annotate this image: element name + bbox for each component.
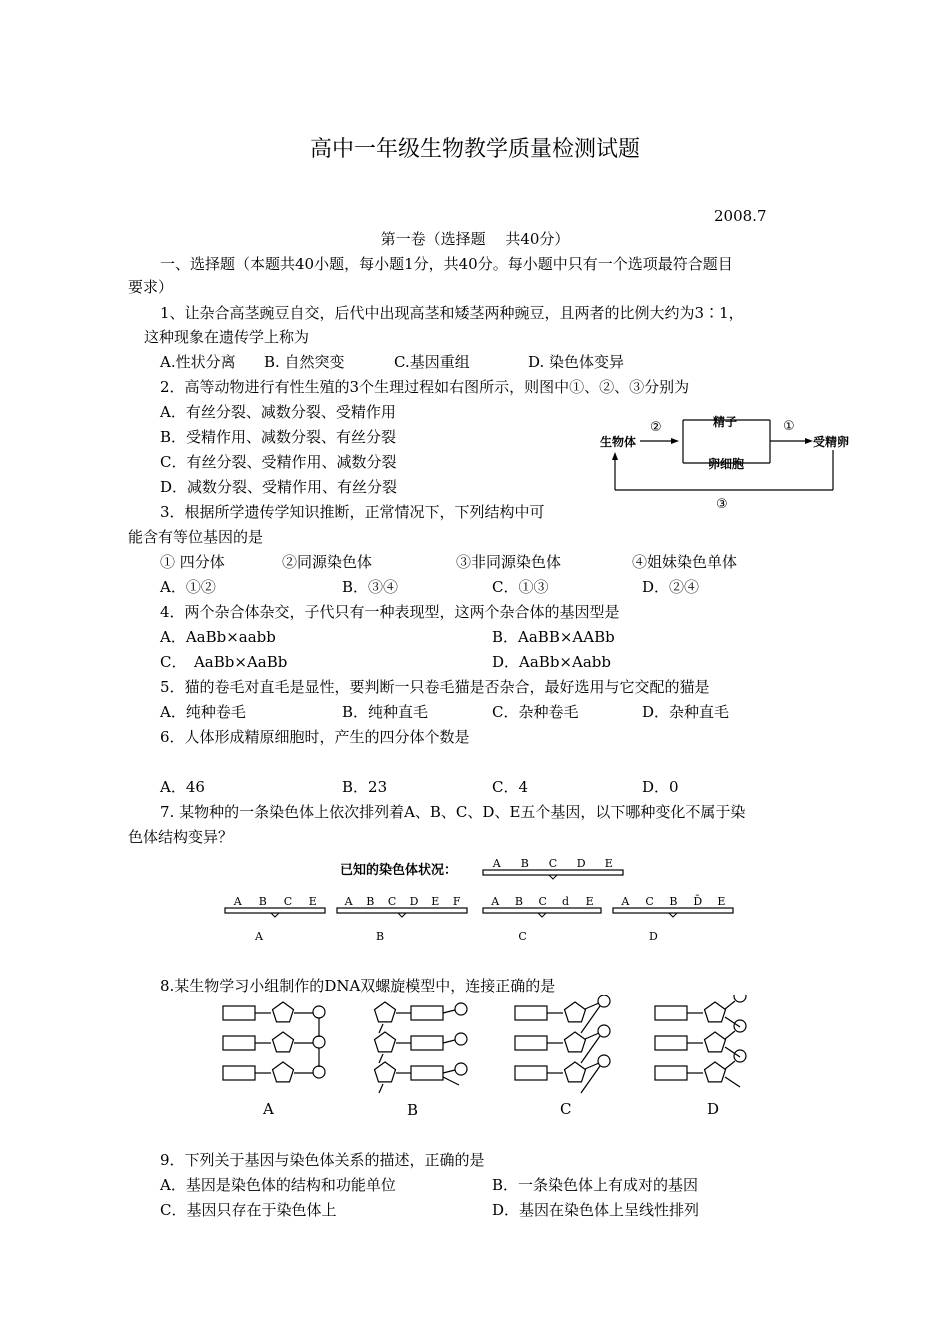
q4-option-a: A．AaBb×aabb	[160, 628, 276, 646]
q1-option-c: C.基因重组	[394, 353, 470, 371]
dna-model-d-row-0-sugar	[705, 1002, 726, 1022]
known-chromosome-gene-3: D	[576, 857, 586, 870]
dna-model-c-row-0-base	[515, 1006, 547, 1020]
dna-model-d-row-2-backbone	[725, 1077, 740, 1087]
q3-stem-line-1: 3．根据所学遗传学知识推断，正常情况下，下列结构中可	[160, 503, 545, 521]
diagram-sperm-label: 精子	[713, 415, 738, 429]
q6-stem: 6．人体形成精原细胞时，产生的四分体个数是	[160, 728, 470, 746]
section-heading: 第一卷（选择题 共40分）	[380, 230, 570, 248]
q1-option-a: A.性状分离	[160, 353, 236, 371]
dna-model-d-row-2-base	[655, 1066, 687, 1080]
dna-model-a-row-0-sugar	[273, 1002, 294, 1022]
dna-model-c-row-2-phosphate	[598, 1055, 610, 1067]
variant-3-chromosome-gene-4: E	[717, 895, 726, 908]
q5-option-b: B．纯种直毛	[342, 703, 429, 721]
dna-model-d-row-1-backbone	[725, 1047, 740, 1057]
q2-option-a: A．有丝分裂、减数分裂、受精作用	[160, 403, 396, 421]
dna-model-d-row-1-sugar	[705, 1032, 726, 1052]
known-chromosome-label: 已知的染色体状况：	[340, 863, 458, 878]
dna-model-c-row-0-backbone	[581, 1006, 600, 1033]
q4-option-d: D．AaBb×Aabb	[492, 653, 611, 671]
arrow-head-gametes	[671, 438, 679, 444]
dna-model-c-row-1-base	[515, 1036, 547, 1050]
dna-model-a-row-1-sugar	[273, 1032, 294, 1052]
known-chromosome	[483, 857, 623, 879]
variant-1-chromosome-gene-0: A	[344, 895, 353, 908]
variant-chromosomes	[225, 895, 733, 943]
dna-model-c-row-2-link	[585, 1063, 599, 1069]
dna-model-a-row-1-phosphate	[313, 1036, 325, 1048]
variant-3-chromosome-gene-2: B	[669, 895, 678, 908]
dna-model-c-row-1-phosphate	[598, 1025, 610, 1037]
variant-1-chromosome-gene-4: E	[431, 895, 440, 908]
variant-0-chromosome-gene-0: A	[233, 895, 242, 908]
dna-model-b-row-2-tail	[443, 1077, 459, 1085]
dna-model-a-row-2-sugar	[273, 1062, 294, 1082]
dna-model-c-row-1-sugar	[565, 1032, 586, 1052]
dna-model-c	[515, 995, 610, 1093]
dna-model-b-row-1-phosphate	[455, 1033, 467, 1045]
variant-3-chromosome-gene-3: D̄	[693, 895, 703, 908]
q1-stem-line-2: 这种现象在遗传学上称为	[144, 328, 310, 346]
dna-model-d-row-2-link	[725, 1061, 735, 1069]
q3-option-c: C．①③	[492, 578, 549, 596]
page-title: 高中一年级生物教学质量检测试题	[309, 137, 640, 162]
variant-3-chromosome-gene-0: A	[621, 895, 630, 908]
dna-model-b-row-0-phosphate	[455, 1003, 467, 1015]
dna-model-b-row-2-sugar	[375, 1062, 396, 1082]
dna-model-b-row-1-sugar	[375, 1032, 396, 1052]
arrow-head-organism	[612, 452, 618, 460]
dna-model-c-row-2-backbone	[581, 1066, 600, 1093]
exam-date: 2008.7	[714, 207, 767, 225]
q6-option-d: D．0	[642, 778, 679, 796]
q7-stem-line-2: 色体结构变异？	[128, 828, 234, 846]
variant-2-chromosome-gene-3: d	[562, 895, 570, 908]
variant-2-chromosome-body	[483, 908, 601, 913]
variant-1-chromosome-gene-2: C	[387, 895, 397, 908]
variant-0-chromosome-gene-2: C	[283, 895, 293, 908]
dna-label-d: D	[707, 1100, 720, 1118]
q1-option-d: D. 染色体变异	[528, 353, 625, 371]
q8-stem: 8.某生物学习小组制作的DNA双螺旋模型中，连接正确的是	[160, 977, 556, 995]
variant-3-chromosome-gene-1: C	[645, 895, 654, 908]
instructions-line-2: 要求）	[128, 278, 174, 296]
dna-model-b-row-2-backbone	[379, 1084, 383, 1093]
variant-1-label: B	[376, 930, 385, 943]
dna-model-b-row-0-backbone	[379, 1024, 383, 1033]
known-chromosome-gene-4: E	[604, 857, 613, 870]
diagram-organism-label: 生物体	[600, 435, 637, 449]
dna-model-d-row-2-phosphate	[734, 1050, 746, 1062]
q2-stem: 2．高等动物进行有性生殖的3个生理过程如右图所示，则图中①、②、③分别为	[160, 378, 690, 396]
dna-model-c-row-0-link	[585, 1003, 599, 1009]
q9-option-c: C．基因只存在于染色体上	[160, 1201, 337, 1219]
dna-model-b-row-1-backbone	[379, 1054, 383, 1063]
q3-option-b: B．③④	[342, 578, 399, 596]
q3-item-4: ④姐妹染色单体	[632, 553, 738, 571]
q6-option-b: B．23	[342, 778, 388, 796]
dna-model-b-row-0-sugar	[375, 1002, 396, 1022]
diagram-number-3: ③	[716, 497, 728, 512]
q2-option-b: B．受精作用、减数分裂、有丝分裂	[160, 428, 397, 446]
q3-item-2: ②同源染色体	[282, 553, 373, 571]
diagram-number-2: ②	[650, 420, 662, 435]
q3-option-a: A．①②	[160, 578, 216, 596]
q5-option-d: D．杂种直毛	[642, 703, 730, 721]
dna-model-d-row-1-base	[655, 1036, 687, 1050]
q3-option-d: D．②④	[642, 578, 700, 596]
dna-label-a: A	[263, 1100, 274, 1118]
arrow-head-zygote	[805, 438, 813, 444]
diagram-number-1: ①	[783, 419, 795, 434]
dna-model-a-row-0-base	[223, 1006, 255, 1020]
variant-3-chromosome-body	[613, 908, 733, 913]
dna-model-b	[375, 1002, 468, 1093]
variant-2-chromosome-gene-4: E	[585, 895, 594, 908]
dna-label-c: C	[560, 1100, 572, 1118]
dna-model-d-row-0-base	[655, 1006, 687, 1020]
variant-0-chromosome-body	[225, 908, 325, 913]
dna-model-d-row-1-link	[725, 1031, 735, 1039]
q5-option-a: A．纯种卷毛	[160, 703, 246, 721]
dna-model-a-row-2-base	[223, 1066, 255, 1080]
variant-1-chromosome-gene-5: F	[452, 895, 461, 908]
variant-0-chromosome-gene-1: B	[258, 895, 267, 908]
known-chromosome-gene-0: A	[492, 857, 501, 870]
dna-model-d-row-2-sugar	[705, 1062, 726, 1082]
q4-option-b: B．AaBB×AABb	[492, 628, 615, 646]
known-chromosome-body	[483, 870, 623, 875]
variant-2-label: C	[518, 930, 527, 943]
q6-option-a: A．46	[160, 778, 205, 796]
known-chromosome-gene-1: B	[520, 857, 529, 870]
variant-0-chromosome-gene-3: E	[308, 895, 317, 908]
q5-stem: 5．猫的卷毛对直毛是显性，要判断一只卷毛猫是否杂合，最好选用与它交配的猫是	[160, 678, 710, 696]
variant-3-label: D	[649, 930, 658, 943]
diagram-zygote-label: 受精卵	[813, 435, 850, 449]
dna-model-d-row-1-phosphate	[734, 1020, 746, 1032]
dna-model-b-row-2-phosphate	[455, 1063, 467, 1075]
variant-2-chromosome-gene-0: A	[491, 895, 500, 908]
dna-model-diagram	[215, 995, 770, 1125]
variant-1-chromosome-gene-1: B	[366, 895, 375, 908]
dna-model-c-row-1-backbone	[581, 1036, 600, 1063]
q4-option-c: C． AaBb×AaBb	[160, 653, 288, 671]
dna-model-d-row-0-phosphate	[734, 995, 746, 1002]
dna-model-d-row-0-link	[725, 1001, 735, 1009]
q1-stem-line-1: 1、让杂合高茎豌豆自交，后代中出现高茎和矮茎两种豌豆，且两者的比例大约为3∶1，	[160, 304, 744, 322]
dna-model-d-row-0-backbone	[725, 1017, 740, 1027]
dna-model-c-row-2-base	[515, 1066, 547, 1080]
dna-model-c-row-0-phosphate	[598, 995, 610, 1007]
q6-option-c: C．4	[492, 778, 529, 796]
q9-option-a: A．基因是染色体的结构和功能单位	[160, 1176, 396, 1194]
q9-option-d: D．基因在染色体上呈线性排列	[492, 1201, 700, 1219]
q4-stem: 4．两个杂合体杂交，子代只有一种表现型，这两个杂合体的基因型是	[160, 603, 620, 621]
dna-model-a-row-0-phosphate	[313, 1006, 325, 1018]
dna-model-b-row-1-link	[443, 1040, 455, 1043]
variant-2-chromosome-gene-1: B	[514, 895, 523, 908]
q3-stem-line-2: 能含有等位基因的是	[128, 528, 264, 546]
dna-model-b-row-0-link	[443, 1010, 455, 1013]
dna-label-b: B	[407, 1101, 419, 1119]
q5-option-c: C．杂种卷毛	[492, 703, 579, 721]
variant-1-chromosome-gene-3: D	[409, 895, 419, 908]
q9-stem: 9．下列关于基因与染色体关系的描述，正确的是	[160, 1151, 485, 1169]
diagram-egg-label: 卵细胞	[708, 457, 745, 471]
dna-model-b-row-2-base	[411, 1066, 443, 1080]
variant-2-chromosome-gene-2: C	[538, 895, 547, 908]
variant-0-label: A	[255, 930, 263, 943]
dna-model-c-row-0-sugar	[565, 1002, 586, 1022]
q2-option-c: C．有丝分裂、受精作用、减数分裂	[160, 453, 397, 471]
dna-model-d	[655, 995, 746, 1087]
q9-option-b: B．一条染色体上有成对的基因	[492, 1176, 699, 1194]
q3-item-1: ① 四分体	[160, 553, 225, 571]
q1-option-b: B. 自然突变	[264, 353, 345, 371]
dna-model-c-row-2-sugar	[565, 1062, 586, 1082]
dna-model-c-row-1-link	[585, 1033, 599, 1039]
variant-1-chromosome-body	[337, 908, 467, 913]
q7-stem-line-1: 7. 某物种的一条染色体上依次排列着A、B、C、D、E五个基因，以下哪种变化不属于染	[160, 803, 746, 821]
reproduction-cycle-diagram	[595, 408, 860, 516]
dna-model-a	[223, 1002, 325, 1082]
dna-model-b-row-0-base	[411, 1006, 443, 1020]
dna-model-b-row-1-base	[411, 1036, 443, 1050]
q3-item-3: ③非同源染色体	[456, 553, 562, 571]
dna-model-b-row-2-link	[443, 1070, 455, 1073]
q2-option-d: D．减数分裂、受精作用、有丝分裂	[160, 478, 398, 496]
dna-model-a-row-1-base	[223, 1036, 255, 1050]
known-chromosome-gene-2: C	[548, 857, 558, 870]
chromosome-variation-diagram	[215, 848, 750, 943]
dna-model-a-row-2-phosphate	[313, 1066, 325, 1078]
instructions-line-1: 一、选择题（本题共40小题，每小题1分，共40分。每小题中只有一个选项最符合题目	[160, 255, 733, 273]
